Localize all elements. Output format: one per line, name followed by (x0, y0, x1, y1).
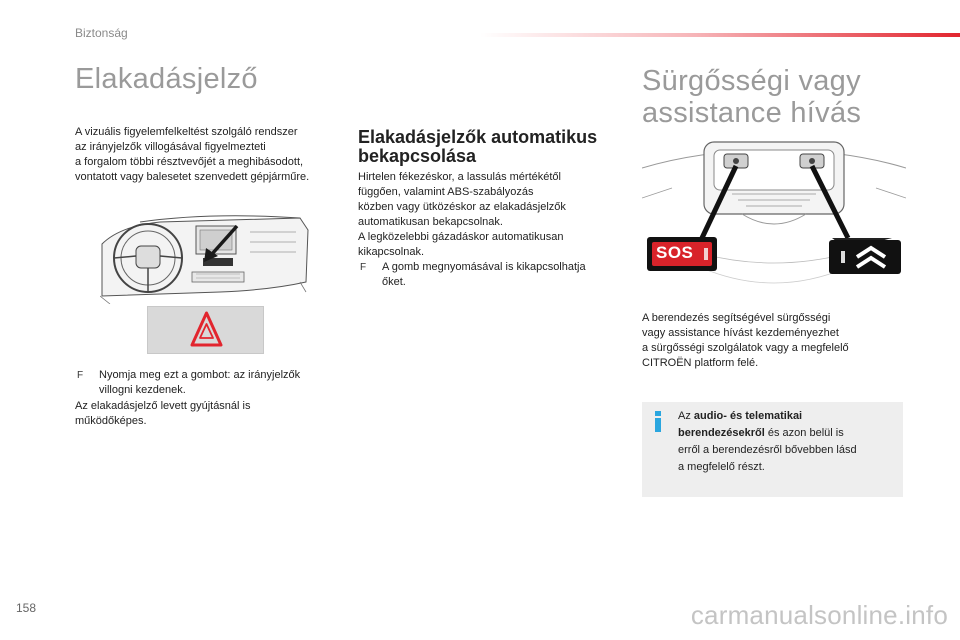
info-icon (655, 411, 661, 431)
bullet-mark: F (360, 262, 367, 273)
text-line: A gomb megnyomásával is kikapcsolhatja (382, 261, 586, 273)
text-line: A berendezés segítségével sürgősségi (642, 312, 831, 324)
note-text: és azon belül is (764, 427, 844, 439)
text-line: a sürgősségi szolgálatok vagy a megfelelő (642, 342, 849, 354)
emergency-title (642, 65, 861, 129)
note-bold: berendezésekről (678, 427, 765, 439)
title-line: Sürgősségi vagy (642, 65, 861, 97)
text-line: a forgalom többi résztvevőjét a meghibásodott, (75, 156, 304, 168)
title-line: bekapcsolása (358, 146, 477, 166)
page-number: 158 (16, 601, 37, 615)
text-line: Az elakadásjelző levett gyújtásnál is (75, 400, 251, 412)
text-line: vontatott vagy balesetet szenvedett gépjárműre. (75, 171, 310, 183)
text-line: A vizuális figyelemfelkeltést szolgáló rendszer (75, 126, 298, 138)
watermark: carmanualsonline.info (690, 600, 948, 630)
note-bold: audio- és telematikai (693, 410, 803, 422)
overhead-console-illustration (642, 138, 906, 304)
text-line: vagy assistance hívást kezdeményezhet (642, 327, 839, 339)
hazard-title: Elakadásjelző (75, 63, 258, 95)
text-line: villogni kezdenek. (99, 384, 186, 396)
hazard-button-panel (147, 306, 264, 354)
title-line: assistance hívás (642, 97, 862, 129)
bullet-item (360, 260, 586, 290)
sos-label: SOS (656, 243, 694, 262)
bullet-item (77, 368, 300, 398)
text-line: kikapcsolnak. (358, 246, 425, 258)
text-line: Hirtelen fékezéskor, a lassulás mértékétől (358, 171, 561, 183)
text-line: működőképes. (75, 415, 147, 427)
text-line: a megfelelő részt. (678, 461, 765, 473)
title-line: Elakadásjelzők automatikus (358, 127, 598, 147)
text-line: erről a berendezésről bővebben lásd (678, 444, 857, 456)
info-note (642, 402, 903, 497)
hazard-after (75, 399, 250, 429)
sos-button-icon (647, 237, 717, 271)
text-line: függően, valamint ABS-szabályozás (358, 186, 534, 198)
auto-hazard-body (358, 170, 586, 290)
text-line: őket. (382, 276, 406, 288)
hazard-intro (75, 125, 309, 185)
hazard-bullet (77, 368, 300, 398)
header-rule (480, 33, 960, 37)
text-line: A legközelebbi gázadáskor automatikusan (358, 231, 564, 243)
auto-hazard-title (358, 128, 597, 166)
section-label: Biztonság (75, 26, 128, 40)
note-text: Az (678, 410, 694, 422)
text-line: közben vagy ütközéskor az elakadásjelzők (358, 201, 566, 213)
dashboard-illustration (100, 212, 310, 304)
text-line: automatikusan bekapcsolnak. (358, 216, 503, 228)
text-line: az irányjelzők villogásával figyelmezteti (75, 141, 266, 153)
hazard-triangle-icon (148, 307, 265, 355)
bullet-mark: F (77, 370, 84, 381)
text-line: Nyomja meg ezt a gombot: az irányjelzők (99, 369, 301, 381)
info-note-text (678, 408, 857, 476)
assistance-button-icon (829, 240, 901, 274)
emergency-body (642, 311, 849, 371)
text-line (678, 425, 857, 442)
text-line (678, 408, 857, 425)
text-line: CITROËN platform felé. (642, 357, 759, 369)
